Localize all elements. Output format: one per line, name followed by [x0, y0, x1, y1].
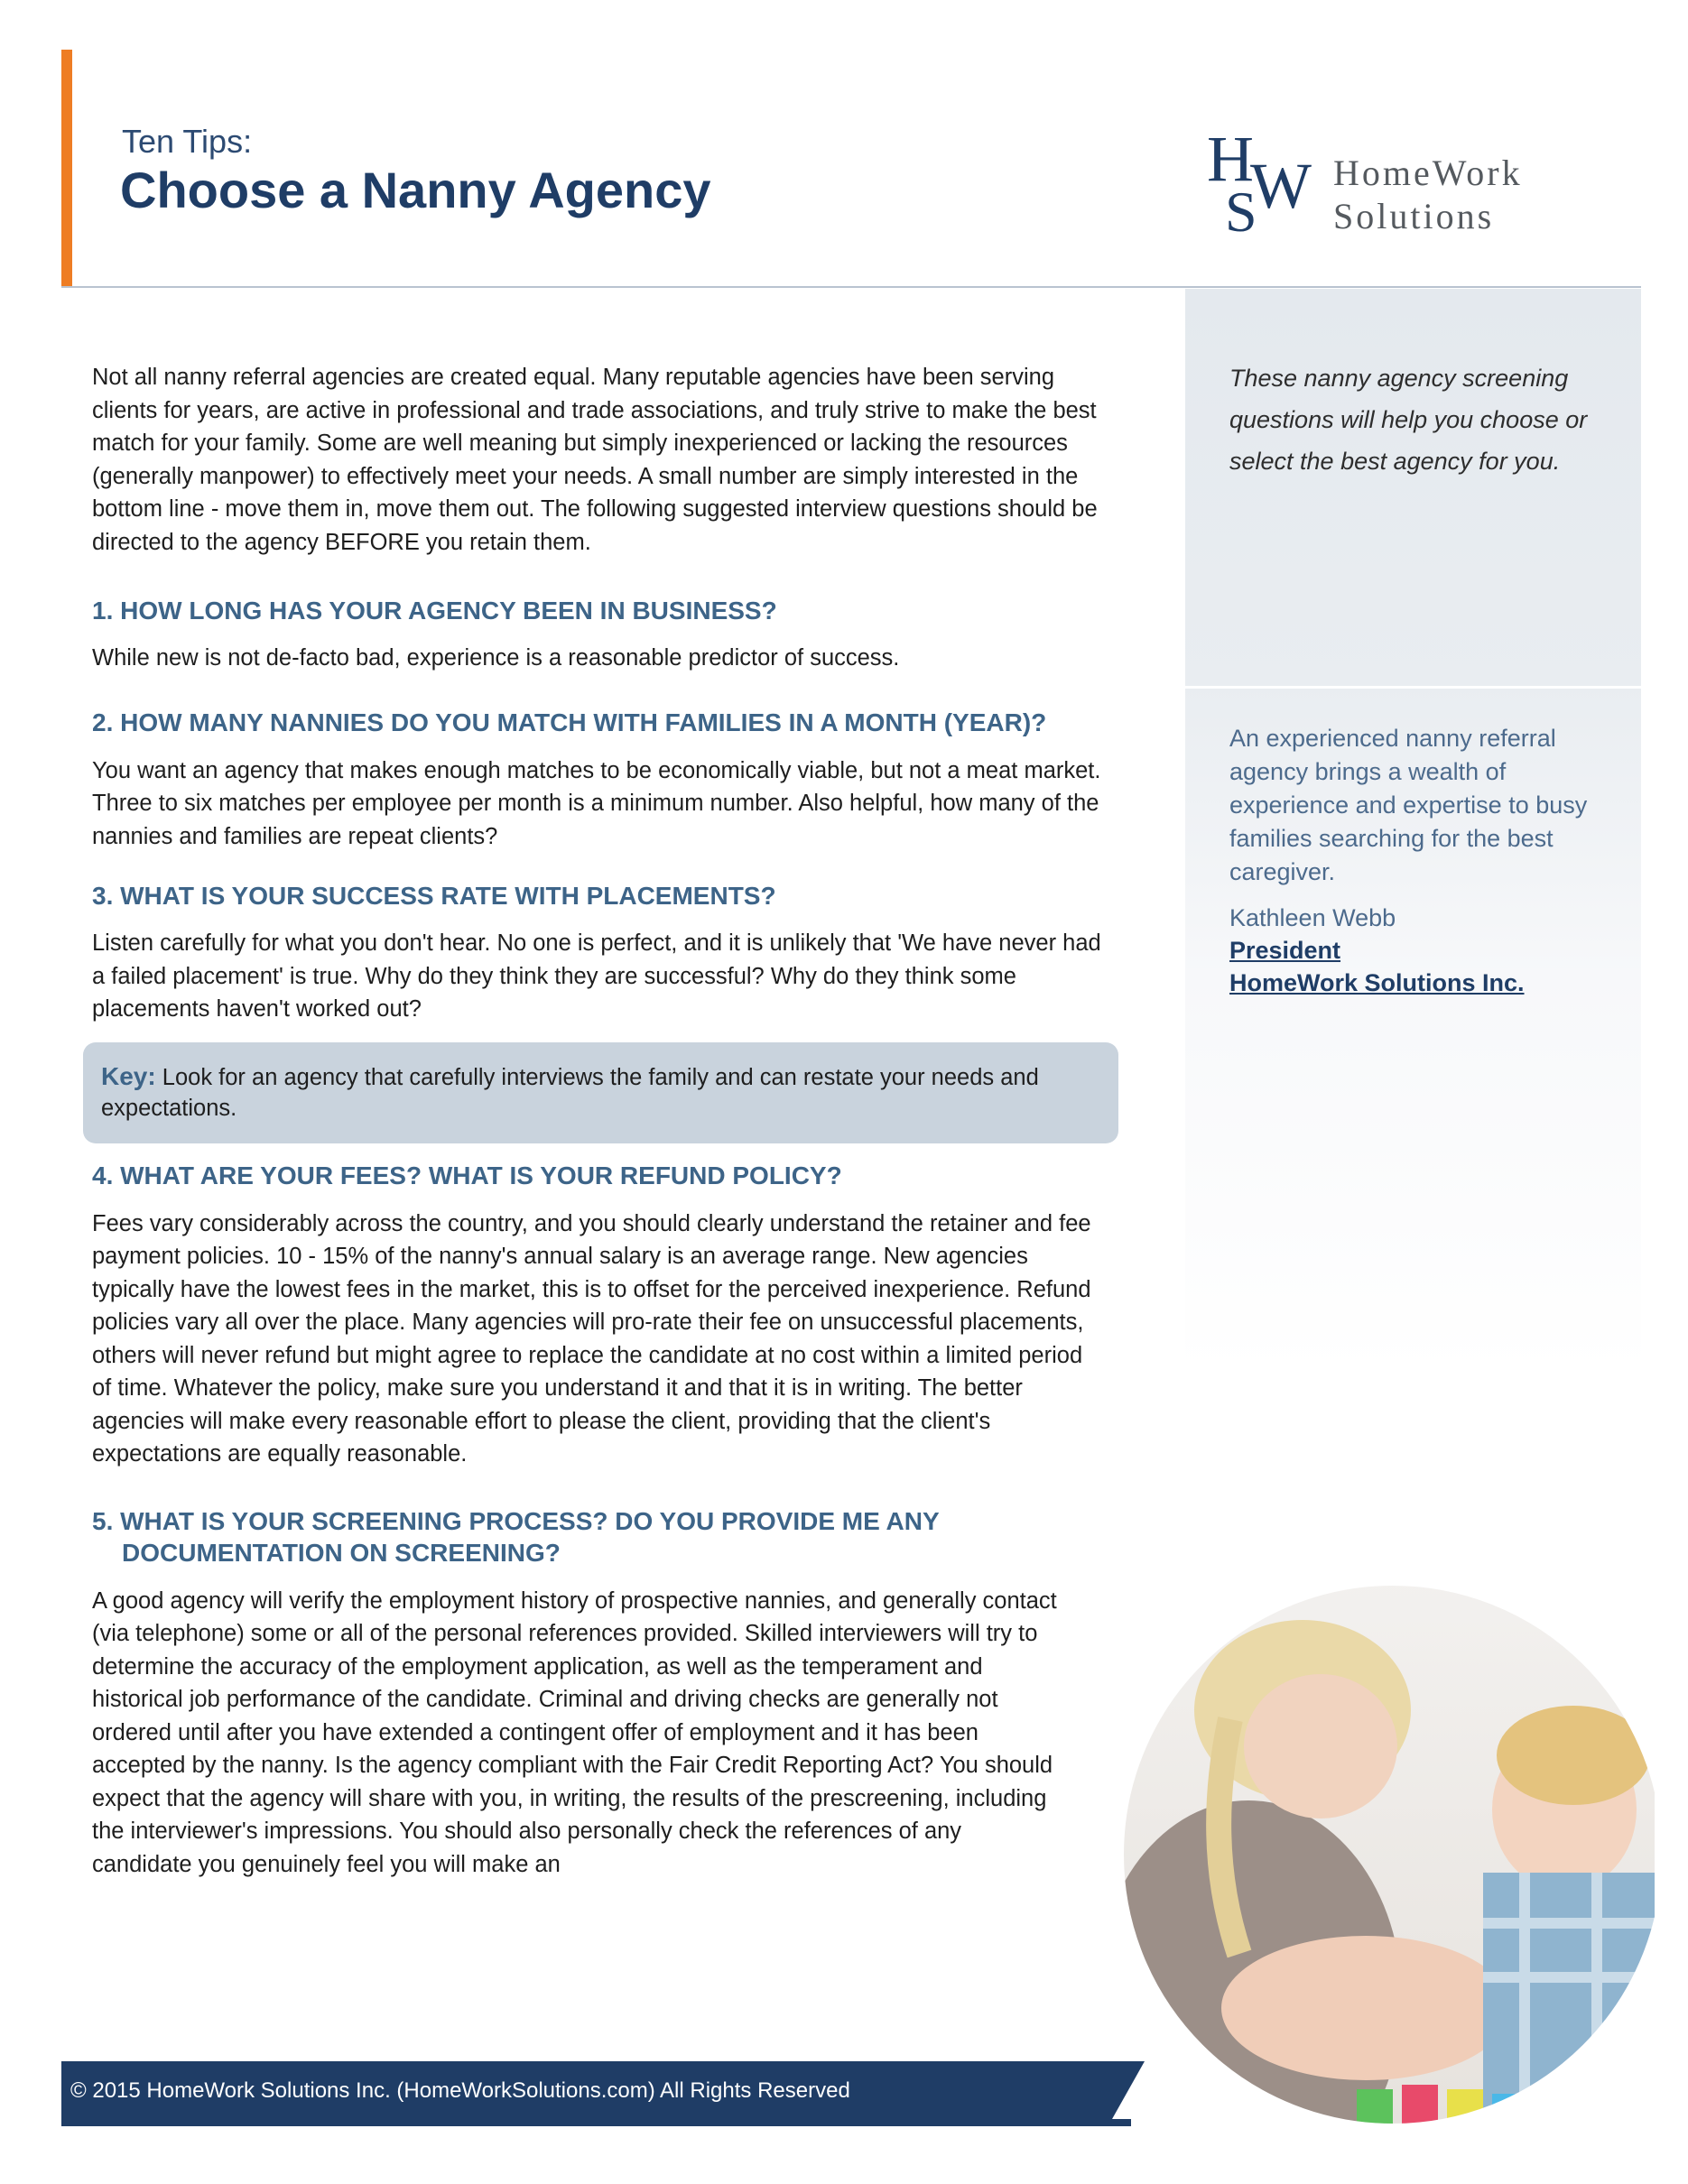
hsw-monogram-icon — [1205, 125, 1318, 233]
svg-text:S: S — [1225, 180, 1257, 233]
key-callout — [83, 1042, 1118, 1143]
logo-wordmark — [1333, 152, 1523, 238]
header-divider — [61, 286, 1641, 288]
homework-solutions-logo — [1205, 125, 1584, 236]
logo-line-2: Solutions — [1333, 196, 1495, 236]
key-text: Look for an agency that carefully interviews the family and can restate your needs and expectations. — [101, 1064, 1039, 1121]
logo-line-1: HomeWork — [1333, 153, 1523, 193]
page-title: Choose a Nanny Agency — [120, 162, 711, 218]
intro-paragraph: Not all nanny referral agencies are created equal. Many reputable agencies have been serving clients for years, are active in professional and trade associations, and truly strive to make the best match for your family. Some are well meaning but simply inexperienced or lacking the resources (generally manpower) to effectively meet your needs. A small number are simply interested in the bottom line - move them in, move them out. The following suggested interview questions should be directed to the agency BEFORE you retain them. — [92, 365, 1098, 555]
header-accent-bar — [61, 50, 72, 286]
sidebar-divider — [1185, 686, 1641, 689]
question-4-heading: 4. WHAT ARE YOUR FEES? WHAT IS YOUR REFUND POLICY? — [92, 1161, 842, 1189]
main-content — [92, 361, 1108, 1881]
answer-2: You want an agency that makes enough matches to be economically viable, but not a meat market. Three to six matches per employee per month is a minimum number. Also helpful, how many of the nannies and families are repeat clients? — [92, 757, 1101, 849]
question-3-heading: 3. WHAT IS YOUR SUCCESS RATE WITH PLACEMENTS? — [92, 882, 776, 910]
page-pretitle: Ten Tips: — [122, 123, 253, 160]
footer-strip — [61, 2119, 1131, 2126]
sidebar-author-role-link[interactable]: President — [1229, 937, 1341, 964]
svg-text:H: H — [1207, 125, 1254, 195]
footer-copyright: © 2015 HomeWork Solutions Inc. (HomeWorkSolutions.com) All Rights Reserved — [70, 2078, 850, 2103]
answer-1: While new is not de-facto bad, experience is a reasonable predictor of success. — [92, 645, 900, 671]
sidebar-intro: These nanny agency screening questions will help you choose or select the best agency for you. — [1229, 365, 1588, 475]
sidebar-quote: An experienced nanny referral agency brings a wealth of experience and expertise to busy families searching for the best caregiver. — [1229, 725, 1588, 885]
answer-4: Fees vary considerably across the country, and you should clearly understand the retainer and fee payment policies. 10 - 15% of the nanny's annual salary is an average range. New agencies typically have the lowest fees in the market, this is to offset for the perceived inexperience. Refund policies vary all over the place. Many agencies will pro-rate their fee on unsuccessful placements, others will never refund but might agree to replace the candidate at no cost within a limited period of time. Whatever the policy, make sure you understand it and that it is in writing. The better agencies will make every reasonable effort to please the client, providing that the client's expectations are equally reasonable. — [92, 1210, 1091, 1467]
nanny-and-child-photo-icon — [1095, 1575, 1655, 2134]
question-5-heading: 5. WHAT IS YOUR SCREENING PROCESS? DO YOU PROVIDE ME ANY DOCUMENTATION ON SCREENING? — [92, 1506, 940, 1567]
answer-3: Listen carefully for what you don't hear. No one is perfect, and it is unlikely that 'We have never had a failed placement' is true. Why do they think they are successful? Why do they think some placements haven't worked out? — [92, 930, 1101, 1022]
answer-5: A good agency will verify the employment history of prospective nannies, and generally contact (via telephone) some or all of the personal references provided. Skilled interviewers will try to determine the accuracy of the employment application, as well as the temperament and historical job performance of the candidate. Criminal and driving checks are generally not ordered until after you have extended a contingent offer of employment and it has been accepted by the nanny. Is the agency compliant with the Fair Credit Reporting Act? You should expect that the agency will share with you, in writing, the results of the prescreening, including the interviewer's impressions. You should also personally check the references of any candidate you genuinely feel you will make an — [92, 1587, 1057, 1877]
sidebar-author-name: Kathleen Webb — [1229, 904, 1396, 931]
question-2-heading: 2. HOW MANY NANNIES DO YOU MATCH WITH FAMILIES IN A MONTH (YEAR)? — [92, 708, 1047, 736]
sidebar-company-link[interactable]: HomeWork Solutions Inc. — [1229, 969, 1525, 996]
svg-text:W: W — [1250, 150, 1312, 222]
key-label: Key: — [101, 1061, 156, 1090]
question-1-heading: 1. HOW LONG HAS YOUR AGENCY BEEN IN BUSINESS? — [92, 597, 777, 625]
